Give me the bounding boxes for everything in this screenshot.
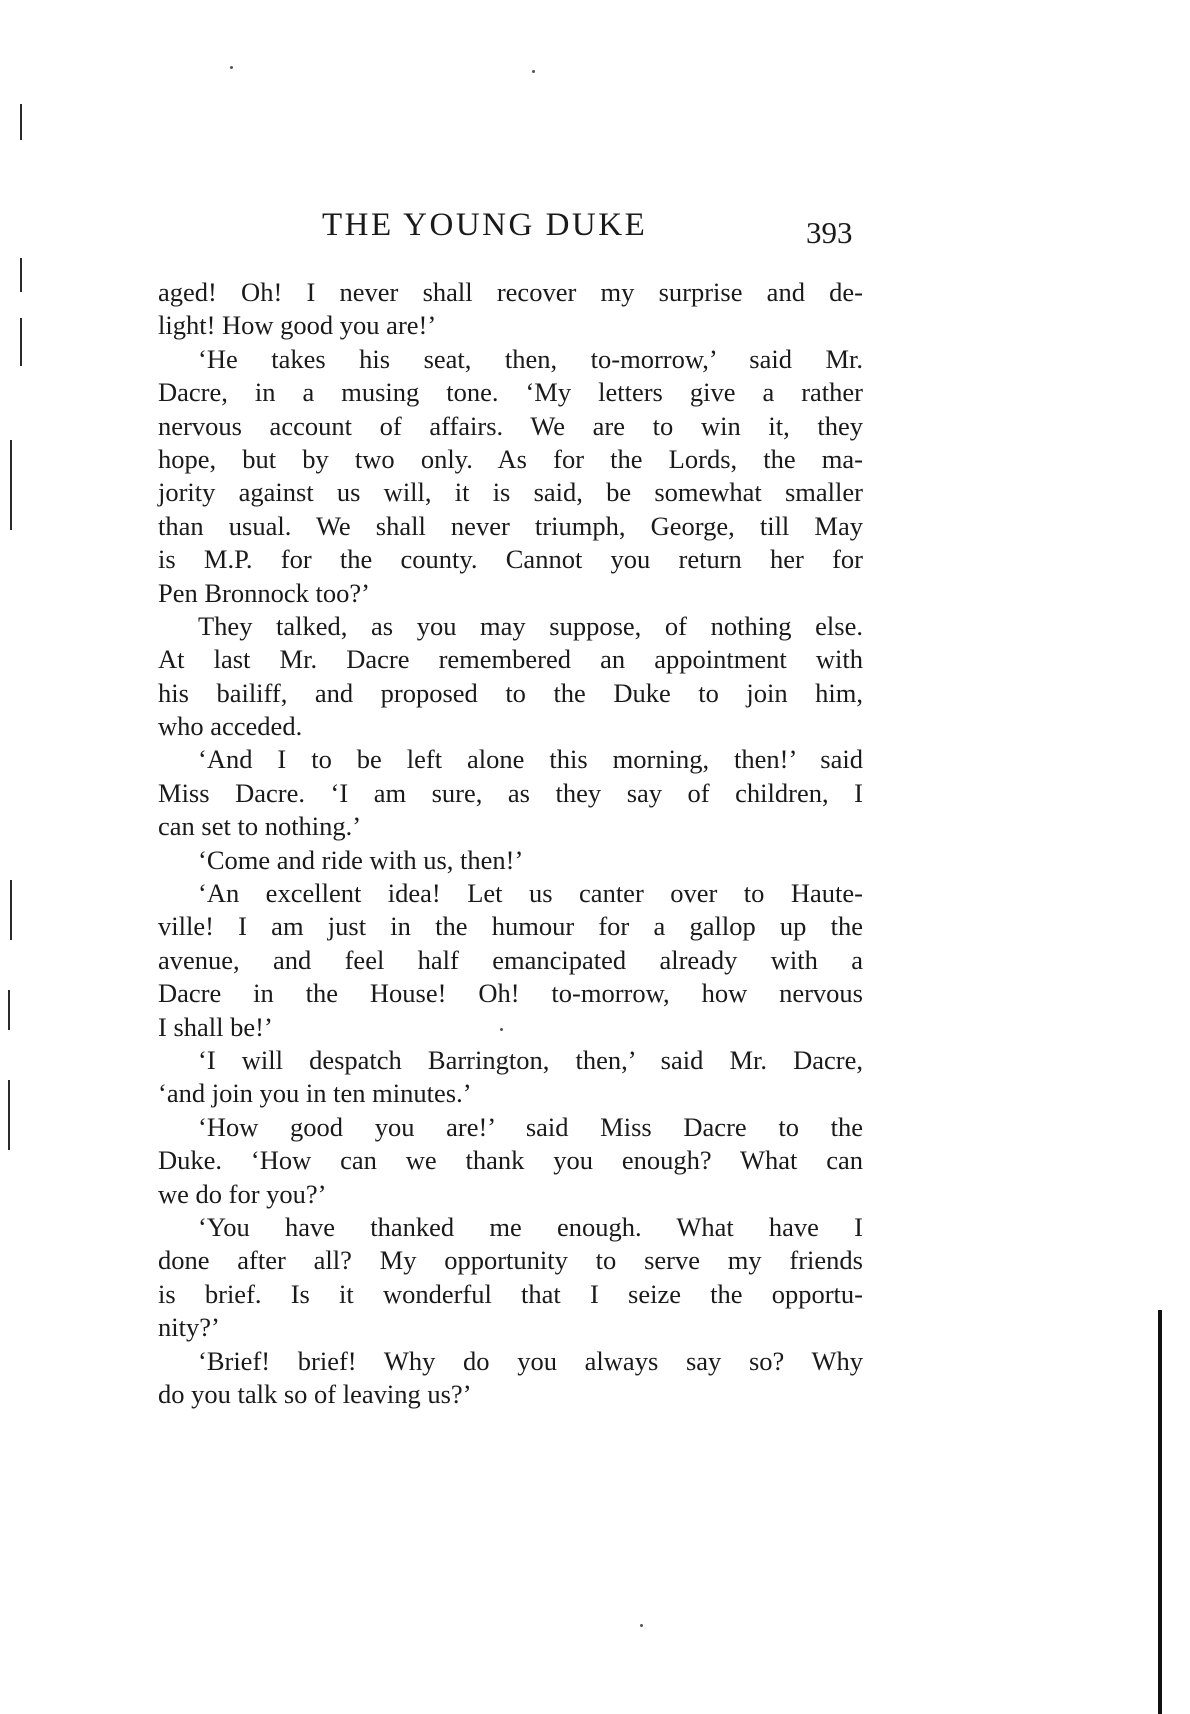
- text-line: ‘and join you in ten minutes.’: [158, 1078, 472, 1109]
- text-line: Dacre in the House! Oh! to-morrow, how nervous: [158, 978, 863, 1009]
- left-gutter-mark: [20, 318, 22, 366]
- text-line: Pen Bronnock too?’: [158, 577, 370, 608]
- text-line: ‘I will despatch Barrington, then,’ said Mr. Dacre,: [198, 1044, 863, 1075]
- text-line: At last Mr. Dacre remembered an appointment with: [158, 644, 863, 675]
- scan-speck: [500, 1028, 503, 1031]
- text-line: ‘Brief! brief! Why do you always say so? Why: [198, 1345, 863, 1376]
- text-line: nity?’: [158, 1312, 220, 1343]
- text-line: ‘You have thanked me enough. What have I: [198, 1211, 863, 1242]
- book-title: THE YOUNG DUKE: [322, 207, 648, 243]
- text-line: They talked, as you may suppose, of nothing else.: [198, 610, 863, 641]
- left-gutter-mark: [10, 880, 12, 940]
- text-line: avenue, and feel half emancipated already with a: [158, 944, 863, 975]
- running-head: [0, 203, 1190, 250]
- text-line: ‘Come and ride with us, then!’: [198, 844, 524, 875]
- left-gutter-mark: [8, 990, 10, 1030]
- text-line: is M.P. for the county. Cannot you return her for: [158, 544, 863, 575]
- text-line: nervous account of affairs. We are to win it, they: [158, 410, 863, 441]
- scan-speck: [640, 1624, 643, 1627]
- body-text: [158, 276, 863, 1411]
- text-line: ‘An excellent idea! Let us canter over to Haute-: [198, 878, 863, 909]
- text-line: ‘And I to be left alone this morning, then!’ said: [198, 744, 863, 775]
- text-line: is brief. Is it wonderful that I seize the opportu-: [158, 1278, 863, 1309]
- text-line: ‘How good you are!’ said Miss Dacre to the: [198, 1111, 863, 1142]
- text-line: than usual. We shall never triumph, George, till May: [158, 510, 863, 541]
- text-line: ‘He takes his seat, then, to-morrow,’ said Mr.: [198, 343, 863, 374]
- page-number: 393: [806, 215, 853, 250]
- text-line: Duke. ‘How can we thank you enough? What can: [158, 1145, 863, 1176]
- text-line: light! How good you are!’: [158, 310, 437, 341]
- text-line: done after all? My opportunity to serve my friends: [158, 1245, 863, 1276]
- text-line: I shall be!’: [158, 1011, 273, 1042]
- scan-speck: [230, 66, 233, 69]
- left-gutter-mark: [20, 258, 22, 292]
- text-line: aged! Oh! I never shall recover my surprise and de-: [158, 277, 863, 307]
- left-gutter-mark: [10, 440, 12, 530]
- text-line: can set to nothing.’: [158, 811, 362, 842]
- text-line: do you talk so of leaving us?’: [158, 1378, 472, 1409]
- text-line: we do for you?’: [158, 1178, 327, 1209]
- left-gutter-mark: [8, 1080, 10, 1150]
- text-line: jority against us will, it is said, be somewhat smaller: [158, 477, 863, 508]
- text-line: hope, but by two only. As for the Lords, the ma-: [158, 443, 863, 474]
- left-gutter-mark: [20, 104, 22, 140]
- text-line: his bailiff, and proposed to the Duke to join him,: [158, 677, 863, 708]
- text-line: Miss Dacre. ‘I am sure, as they say of children, I: [158, 777, 863, 808]
- text-line: who acceded.: [158, 711, 303, 742]
- text-line: Dacre, in a musing tone. ‘My letters give a rather: [158, 377, 863, 408]
- scan-speck: [532, 70, 535, 73]
- right-edge-mark: [1158, 1310, 1162, 1714]
- text-line: ville! I am just in the humour for a gallop up the: [158, 911, 863, 942]
